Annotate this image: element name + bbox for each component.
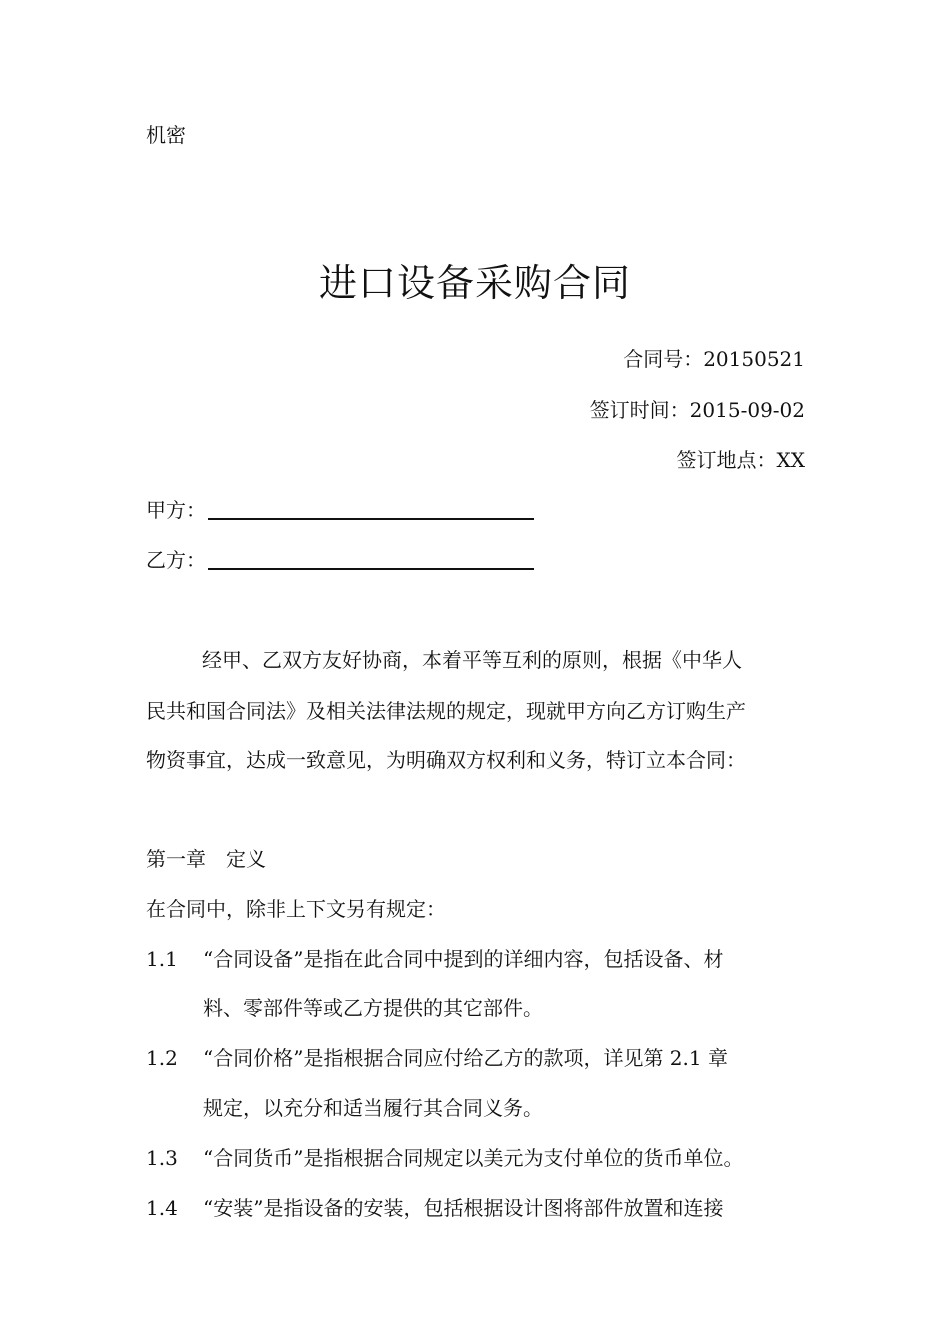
clause-number: 1.4 [146,1196,178,1220]
clause-text: “安装”是指设备的安装，包括根据设计图将部件放置和连接 [203,1196,724,1220]
party-a-label: 甲方： [146,498,206,522]
clause-text: “合同设备”是指在此合同中提到的详细内容，包括设备、材 [203,947,724,971]
clause-text: “合同货币”是指根据合同规定以美元为支付单位的货币单位。 [203,1146,744,1170]
contract-number: 合同号：20150521 [623,347,805,371]
clause-number: 1.3 [146,1146,178,1170]
party-b-label: 乙方： [146,548,206,572]
chapter-heading: 第一章 定义 [146,847,266,871]
clause-number: 1.2 [146,1046,178,1070]
party-b-blank-line [208,548,534,570]
intro-line-1: 经甲、乙双方友好协商，本着平等互利的原则，根据《中华人 [202,648,742,672]
document-title: 进口设备采购合同 [318,261,631,305]
clause-text-continued: 规定，以充分和适当履行其合同义务。 [203,1096,543,1120]
party-b-row [146,546,534,574]
chapter-lead: 在合同中，除非上下文另有规定： [146,897,446,921]
sign-place: 签订地点：XX [676,448,805,472]
clause-number: 1.1 [146,947,178,971]
confidential-mark: 机密 [146,123,186,147]
party-a-blank-line [208,498,534,520]
intro-line-3: 物资事宜，达成一致意见，为明确双方权利和义务，特订立本合同： [146,748,746,772]
clause-text: “合同价格”是指根据合同应付给乙方的款项，详见第 2.1 章 [203,1046,728,1070]
clause-text-continued: 料、零部件等或乙方提供的其它部件。 [203,996,543,1020]
intro-line-2: 民共和国合同法》及相关法律法规的规定，现就甲方向乙方订购生产 [146,699,746,723]
party-a-row [146,496,534,524]
sign-date: 签订时间：2015-09-02 [589,398,805,422]
